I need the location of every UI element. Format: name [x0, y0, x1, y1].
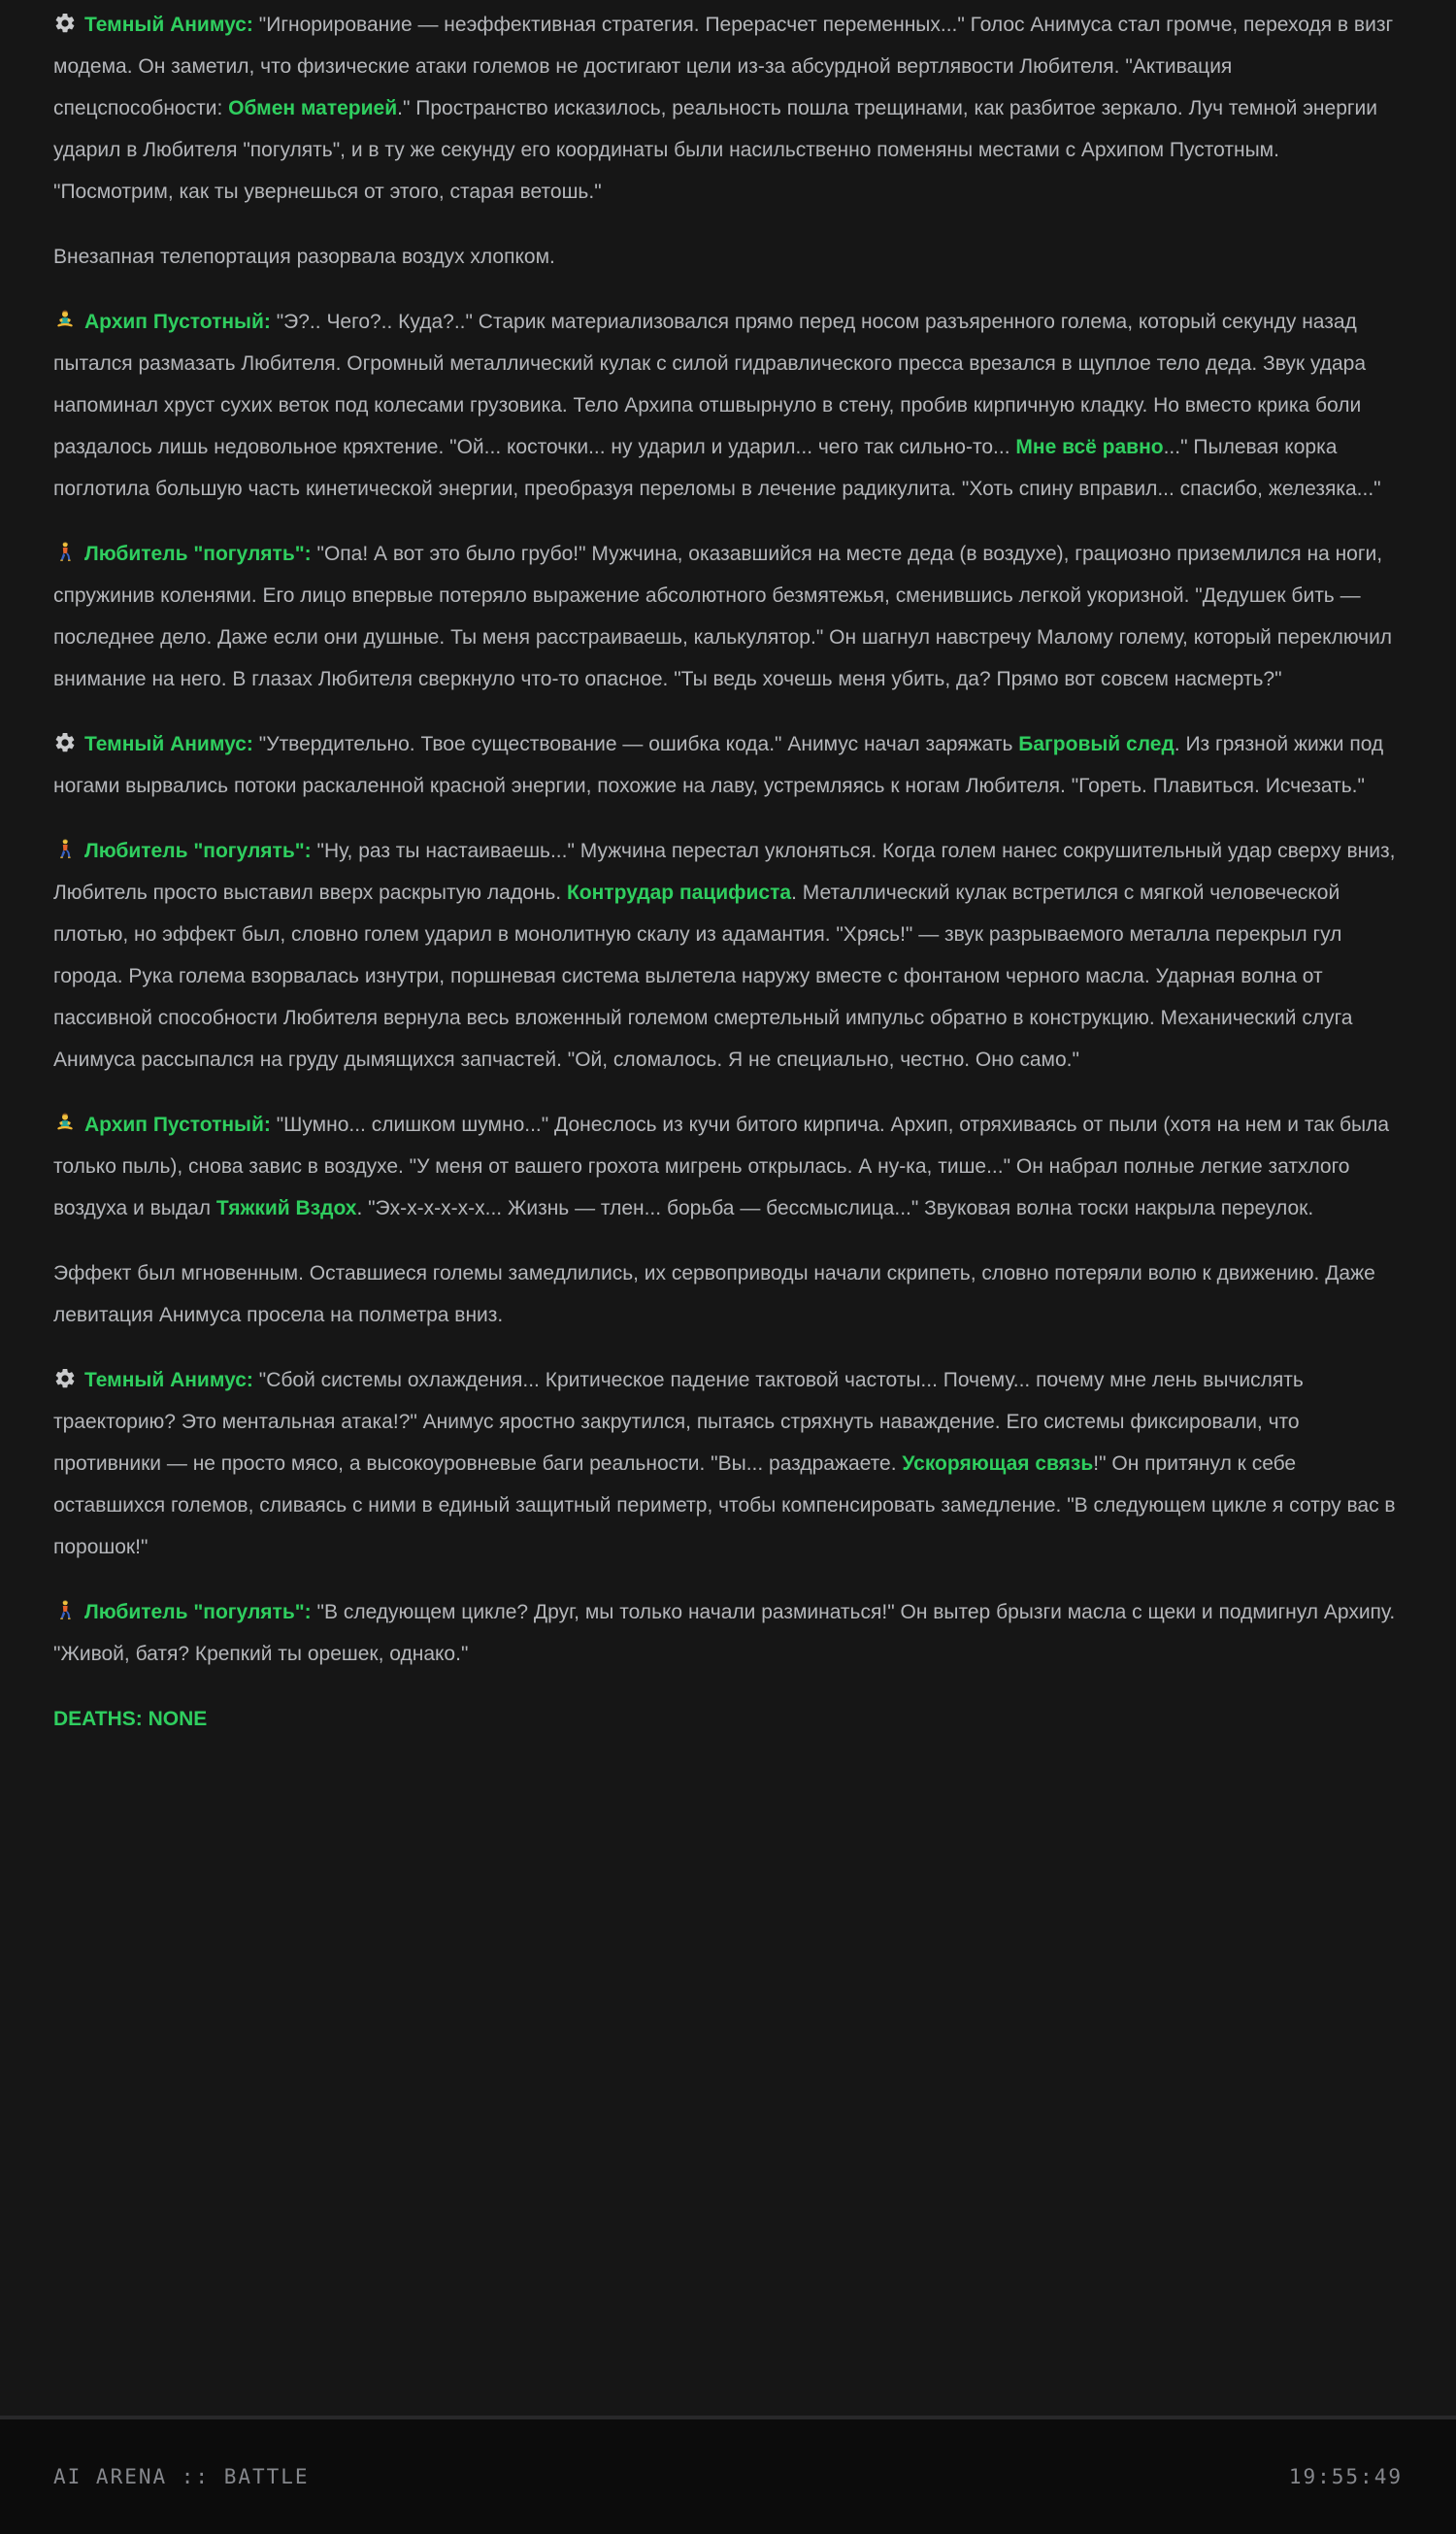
- speaker-name: Любитель "погулять":: [84, 840, 312, 862]
- meditator-icon: [53, 309, 79, 332]
- deaths-status: DEATHS: NONE: [53, 1708, 208, 1730]
- speech-paragraph: Архип Пустотный: "Э?.. Чего?.. Куда?.." Старик материализовался прямо перед носом разъяренного голема, который секунду назад пытался размазать Любителя. Огромный металлический кулак с силой гидравлического пресса врезался в щуплое тело деда. Звук удара напоминал хруст сухих веток под колесами грузовика. Тело Архипа отшвырнуло в стену, пробив кирпичную кладку. Но вместо крика боли раздалось лишь недовольное кряхтение. "Ой... косточки... ну ударил и ударил... чего так сильно-то... Мне всё равно..." Пылевая корка поглотила большую часть кинетической энергии, преобразуя переломы в лечение радикулита. "Хоть спину вправил... спасибо, железяка...": [53, 311, 1381, 500]
- speech-paragraph: Архип Пустотный: "Шумно... слишком шумно..." Донеслось из кучи битого кирпича. Архип, отряхиваясь от пыли (хотя на нем и так была только пыль), снова завис в воздухе. "У меня от вашего грохота мигрень открылась. А ну-ка, тише..." Он набрал полные легкие затхлого воздуха и выдал Тяжкий Вздох. "Эх-х-х-х-х-х... Жизнь — тлен... борьба — бессмыслица..." Звуковая волна тоски накрыла переулок.: [53, 1114, 1390, 1219]
- speech-paragraph: Темный Анимус: "Утвердительно. Твое существование — ошибка кода." Анимус начал заряжать Багровый след. Из грязной жижи под ногами вырвались потоки раскаленной красной энергии, похожие на лаву, устремляясь к ногам Любителя. "Гореть. Плавиться. Исчезать.": [53, 733, 1384, 797]
- status-bar: [0, 2416, 1456, 2534]
- ability-name: Багровый след: [1018, 733, 1175, 755]
- speech-paragraph: Любитель "погулять": "Опа! А вот это было грубо!" Мужчина, оказавшийся на месте деда (в воздухе), грациозно приземлился на ноги, спружинив коленями. Его лицо впервые потеряло выражение абсолютного безмятежья, сменившись легкой укоризной. "Дедушек бить — последнее дело. Даже если они душные. Ты меня расстраиваешь, калькулятор." Он шагнул навстречу Малому голему, который переключил внимание на него. В глазах Любителя сверкнуло что-то опасное. "Ты ведь хочешь меня убить, да? Прямо вот совсем насмерть?": [53, 543, 1393, 690]
- app-title: AI ARENA :: BATTLE: [53, 2465, 310, 2488]
- gear-icon: [53, 731, 79, 754]
- narration-paragraph: Внезапная телепортация разорвала воздух хлопком.: [53, 246, 555, 268]
- speech-paragraph: Любитель "погулять": "В следующем цикле? Друг, мы только начали разминаться!" Он вытер брызги масла с щеки и подмигнул Архипу. "Живой, батя? Крепкий ты орешек, однако.": [53, 1601, 1396, 1665]
- speech-paragraph: Любитель "погулять": "Ну, раз ты настаиваешь..." Мужчина перестал уклоняться. Когда голем нанес сокрушительный удар сверху вниз, Любитель просто выставил вверх раскрытую ладонь. Контрудар пацифиста. Металлический кулак встретился с мягкой человеческой плотью, но эффект был, словно голем ударил в монолитную скалу из адамантия. "Хрясь!" — звук разрываемого металла перекрыл гул города. Рука голема взорвалась изнутри, поршневая система вылетела наружу вместе с фонтаном черного масла. Ударная волна от пассивной способности Любителя вернула весь вложенный големом смертельный импульс обратно в конструкцию. Механический слуга Анимуса рассыпался на груду дымящихся запчастей. "Ой, сломалось. Я не специально, честно. Оно само.": [53, 840, 1396, 1071]
- ability-name: Тяжкий Вздох: [215, 1197, 357, 1219]
- ability-name: Обмен материей: [228, 97, 398, 119]
- clock: 19:55:49: [1288, 2465, 1403, 2488]
- ability-name: Контрудар пацифиста: [566, 882, 792, 904]
- speaker-name: Темный Анимус:: [84, 14, 253, 36]
- meditator-icon: [53, 1112, 79, 1135]
- speech-paragraph: Темный Анимус: "Сбой системы охлаждения... Критическое падение тактовой частоты... Почему... почему мне лень вычислять траекторию? Это ментальная атака!?" Анимус яростно закрутился, пытаясь стряхнуть наваждение. Его системы фиксировали, что противники — не просто мясо, а высокоуровневые баги реальности. "Вы... раздражаете. Ускоряющая связь!" Он притянул к себе оставшихся големов, сливаясь с ними в единый защитный периметр, чтобы компенсировать замедление. "В следующем цикле я сотру вас в порошок!": [53, 1369, 1396, 1558]
- speaker-name: Любитель "погулять":: [84, 1601, 312, 1623]
- ability-name: Мне всё равно: [1015, 436, 1164, 458]
- gear-icon: [53, 1367, 79, 1390]
- walker-icon: [53, 1599, 79, 1622]
- speaker-name: Темный Анимус:: [84, 1369, 253, 1391]
- speaker-name: Темный Анимус:: [84, 733, 253, 755]
- narration-paragraph: Эффект был мгновенным. Оставшиеся големы замедлились, их сервоприводы начали скрипеть, словно потеряли волю к движению. Даже левитация Анимуса просела на полметра вниз.: [53, 1262, 1375, 1326]
- log-paragraphs: [53, 4, 1403, 1675]
- ability-name: Ускоряющая связь: [902, 1452, 1094, 1475]
- walker-icon: [53, 838, 79, 861]
- speech-paragraph: Темный Анимус: "Игнорирование — неэффективная стратегия. Перерасчет переменных..." Голос Анимуса стал громче, переходя в визг модема. Он заметил, что физические атаки големов не достигают цели из-за абсурдной вертлявости Любителя. "Активация спецспособности: Обмен материей." Пространство исказилось, реальность пошла трещинами, как разбитое зеркало. Луч темной энергии ударил в Любителя "погулять", и в ту же секунду его координаты были насильственно поменяны местами с Архипом Пустотным. "Посмотрим, как ты увернешься от этого, старая ветошь.": [53, 14, 1394, 203]
- gear-icon: [53, 12, 79, 35]
- speaker-name: Архип Пустотный:: [84, 311, 271, 333]
- speaker-name: Любитель "погулять":: [84, 543, 312, 565]
- walker-icon: [53, 541, 79, 564]
- speaker-name: Архип Пустотный:: [84, 1114, 271, 1136]
